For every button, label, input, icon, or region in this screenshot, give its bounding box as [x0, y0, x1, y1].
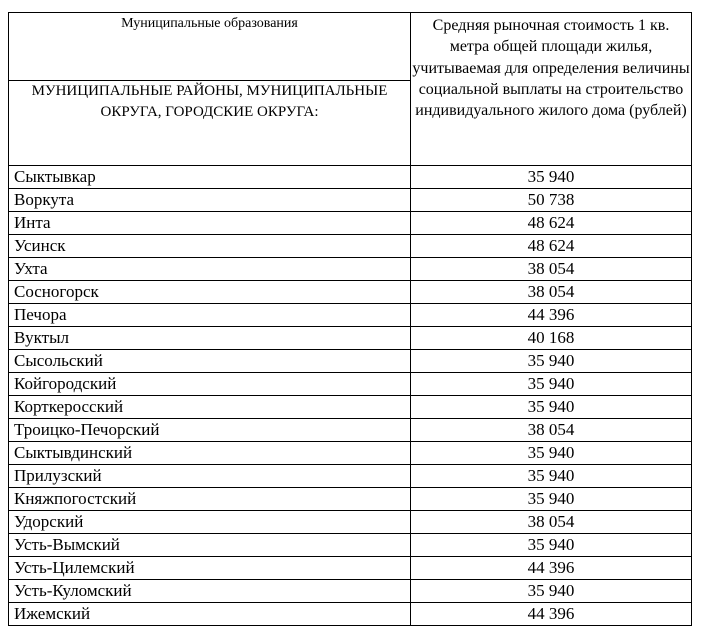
municipality-name: Усть-Вымский	[9, 534, 411, 557]
cost-value: 38 054	[411, 419, 692, 442]
cost-value: 35 940	[411, 580, 692, 603]
cost-value: 35 940	[411, 465, 692, 488]
municipality-name: Койгородский	[9, 373, 411, 396]
municipality-name: Удорский	[9, 511, 411, 534]
cost-value: 40 168	[411, 327, 692, 350]
table-row	[9, 258, 692, 281]
cost-value: 35 940	[411, 396, 692, 419]
municipality-name: Печора	[9, 304, 411, 327]
table-row	[9, 603, 692, 626]
cost-value: 38 054	[411, 258, 692, 281]
housing-cost-table	[8, 12, 692, 626]
municipality-name: Княжпогостский	[9, 488, 411, 511]
cost-value: 35 940	[411, 534, 692, 557]
municipality-name: Троицко-Печорский	[9, 419, 411, 442]
municipality-name: Инта	[9, 212, 411, 235]
municipality-name: Усть-Цилемский	[9, 557, 411, 580]
table-row	[9, 189, 692, 212]
table-row	[9, 488, 692, 511]
cost-value: 50 738	[411, 189, 692, 212]
cost-value: 35 940	[411, 442, 692, 465]
municipality-name: Сосногорск	[9, 281, 411, 304]
table-row	[9, 396, 692, 419]
table-row	[9, 465, 692, 488]
cost-value: 44 396	[411, 304, 692, 327]
header-avg-cost: Средняя рыночная стоимость 1 кв. метра общей площади жилья, учитываемая для определения величины социальной выплаты на строительство индивидуального жилого дома (рублей)	[411, 13, 692, 166]
municipality-name: Воркута	[9, 189, 411, 212]
cost-value: 44 396	[411, 557, 692, 580]
cost-value: 48 624	[411, 235, 692, 258]
cost-value: 35 940	[411, 166, 692, 189]
table-row	[9, 166, 692, 189]
table-row	[9, 373, 692, 396]
municipality-name: Прилузский	[9, 465, 411, 488]
table-row	[9, 350, 692, 373]
municipality-name: Ижемский	[9, 603, 411, 626]
cost-value: 44 396	[411, 603, 692, 626]
table-row	[9, 419, 692, 442]
cost-value: 35 940	[411, 373, 692, 396]
cost-value: 38 054	[411, 511, 692, 534]
municipality-name: Сысольский	[9, 350, 411, 373]
table-row	[9, 580, 692, 603]
table-row	[9, 511, 692, 534]
table-row	[9, 557, 692, 580]
header-districts-cell	[9, 81, 411, 166]
table-row	[9, 534, 692, 557]
municipality-name: Ухта	[9, 258, 411, 281]
municipality-name: Усть-Куломский	[9, 580, 411, 603]
municipality-name: Сыктывкар	[9, 166, 411, 189]
municipality-name: Корткеросский	[9, 396, 411, 419]
header-districts: МУНИЦИПАЛЬНЫЕ РАЙОНЫ, МУНИЦИПАЛЬНЫЕ ОКРУГА, ГОРОДСКИЕ ОКРУГА:	[31, 83, 388, 120]
header-row-top	[9, 13, 692, 81]
table-row	[9, 442, 692, 465]
table-row	[9, 304, 692, 327]
cost-value: 35 940	[411, 488, 692, 511]
municipality-name: Усинск	[9, 235, 411, 258]
table-row	[9, 212, 692, 235]
municipality-name: Вуктыл	[9, 327, 411, 350]
table-row	[9, 235, 692, 258]
table-row	[9, 327, 692, 350]
cost-value: 48 624	[411, 212, 692, 235]
header-municipal-entities: Муниципальные образования	[9, 13, 411, 81]
cost-value: 35 940	[411, 350, 692, 373]
cost-value: 38 054	[411, 281, 692, 304]
municipality-name: Сыктывдинский	[9, 442, 411, 465]
table-row	[9, 281, 692, 304]
